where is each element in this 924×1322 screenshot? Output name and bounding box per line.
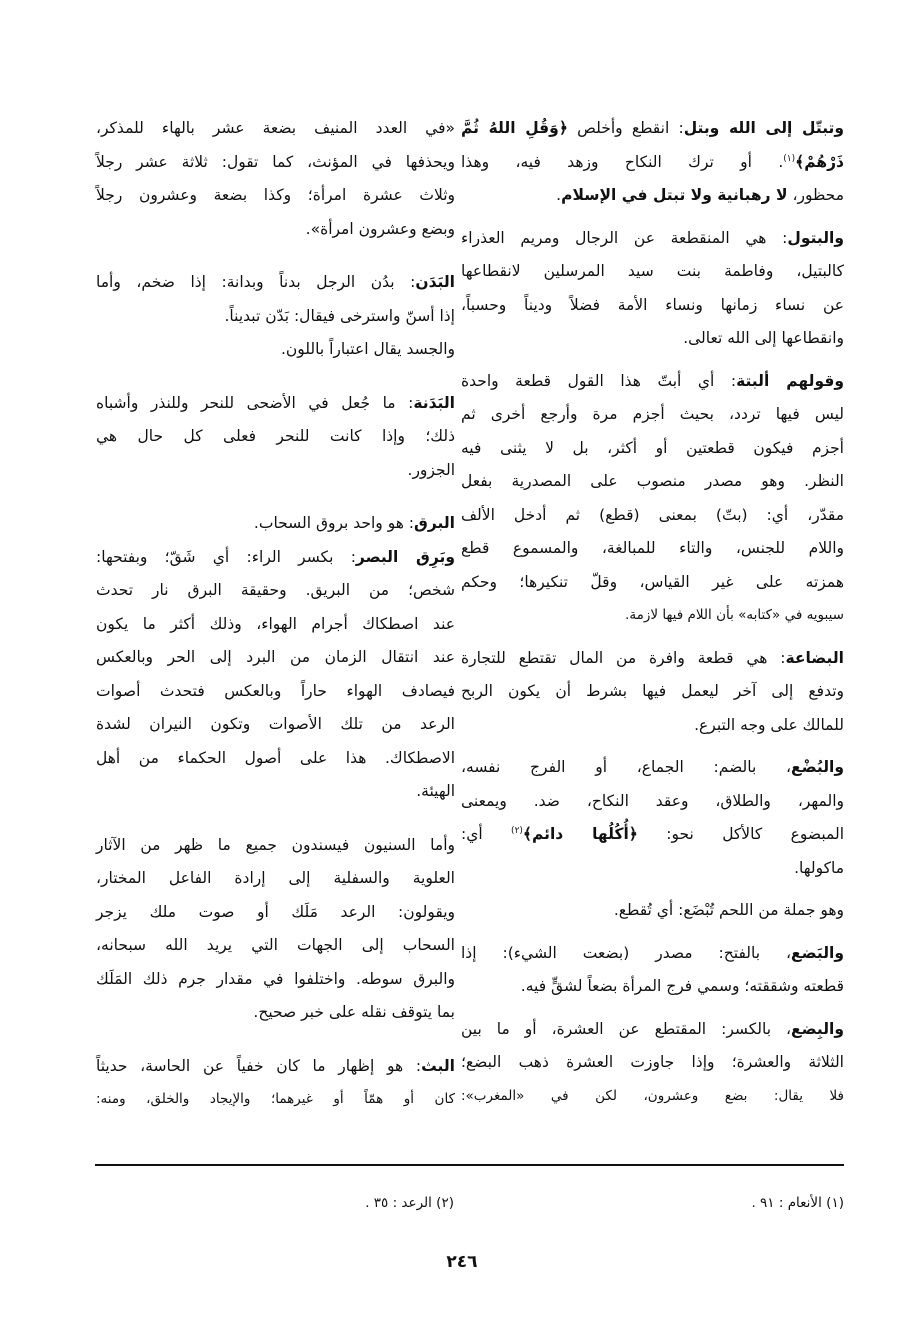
footnote-separator [95,1164,844,1166]
text-run: ليس فيها تردد، بحيث أجزم مرة وأرجع أخرى ثم [461,405,844,423]
text-run: المبضوع كالأكل نحو: [637,825,844,843]
text-run: ويحذفها في المؤنث، كما تقول: ثلاثة عشر رجلاً [96,152,455,171]
text-run: قطعته وشققته؛ وسمي فرج المرأة بضعاً لشقٍّ فيه. [520,977,844,995]
bold-term: البرق [414,514,455,532]
text-line [96,541,455,575]
text-run: محظور، [787,186,844,204]
text-run: فيصادف الهواء حاراً وبالعكس فتحدث أصوات [96,681,455,700]
text-column-left [96,112,455,1117]
text-line [96,213,455,247]
text-line [96,266,455,300]
bold-term: وقولهم ألبتة [736,371,844,390]
bold-term: ﴿أُكُلُها دائم﴾ [522,825,638,843]
text-run: واللام للجنس، والتاء للمبالغة، والمسموع قطع [461,539,844,557]
text-line [461,709,844,743]
text-run: وهو جملة من اللحم تُبْضَع: أي تُقطع. [613,901,844,919]
text-run: الجزور. [407,460,455,479]
text-line [96,963,455,997]
text-run: : أي أبتّ هذا القول قطعة واحدة [461,371,737,390]
text-run: شخص؛ من البريق. وحقيقة البرق نار تحدث [96,581,455,599]
paragraph [461,112,844,213]
text-run: ، بالضم: الجماع، أو الفرج نفسه، [461,758,792,776]
text-run: : هو واحد بروق السحاب. [253,514,415,532]
text-run: أي: [461,825,512,843]
text-run: وثلاث عشرة امرأة؛ وكذا بضعة وعشرون رجلاً [96,186,455,204]
text-line [96,829,455,863]
text-line [96,608,455,642]
text-line [461,937,844,971]
text-line [96,146,455,180]
text-line [461,894,844,928]
text-run: . [556,186,562,204]
text-run: وتدفع إلى آخر ليعمل فيها بشرط أن يكون الربح [461,682,844,700]
paragraph [96,1050,455,1117]
text-run: وبضع وعشرون امرأة». [305,219,455,238]
text-run: كالبتيل، وفاطمة بنت سيد المرسلين لانقطاعها [461,262,844,280]
text-line [96,742,455,776]
bold-term: والبُضْع [791,758,844,776]
text-run: الثلاثة والعشرة؛ وإذا جاوزت العشرة ذهب البضع؛ [461,1053,844,1071]
paragraph [96,112,455,246]
text-line [96,420,455,454]
bold-term: والبِضع [791,1019,844,1038]
text-line [96,387,455,421]
text-line [461,599,844,633]
paragraph [461,222,844,356]
text-run: النظر. وهو مصدر منصوب على المصدرية بفعل [461,472,844,490]
text-line [96,574,455,608]
text-line [96,675,455,709]
text-run: فلا يقال: بضع وعشرون، لكن في «المغرب»: [461,1087,844,1104]
text-run: بما يتوقف نقله على خبر صحيح. [253,1003,455,1021]
text-line [461,365,844,399]
text-run: : ما جُعل في الأضحى للنحر وللنذر وأشباه [96,393,414,412]
paragraph [96,266,455,367]
text-run: كان أو همّاً أو غيرهما؛ والإيجاد والخلق، ومنه: [96,1091,455,1107]
text-run: أجزم فيكون قطعتين أو أكثر، بل لا يثنى فيه [461,438,844,457]
text-run: ماكولها. [794,858,844,877]
text-run: : انقطع وأخلص [567,119,684,137]
paragraph [461,894,844,928]
text-line [461,1013,844,1047]
footnote-1: (١) الأنعام : ٩١ . [751,1195,844,1211]
text-line [96,112,455,146]
text-line [96,1050,455,1084]
text-line [96,507,455,541]
text-line [96,862,455,896]
bold-term: ﴿وَقُلِ اللهُ ثُمَّ [461,119,568,137]
text-line [96,1083,455,1117]
text-line [461,146,844,180]
paragraph [461,751,844,885]
bold-term: والبتول [787,228,844,247]
text-line [461,818,844,852]
text-line [461,499,844,533]
text-line [96,996,455,1030]
text-line [96,929,455,963]
text-line [461,255,844,289]
paragraph [96,387,455,488]
bold-term: لا رهبانية ولا تبتل في الإسلام [561,186,788,204]
text-run: والجسد يقال اعتباراً باللون. [280,340,455,358]
text-line [461,675,844,709]
footnote-2: (٢) الرعد : ٣٥ . [365,1195,454,1211]
text-line [461,852,844,886]
paragraph [461,937,844,1004]
text-line [96,300,455,334]
text-line [461,642,844,676]
text-run: ويقولون: الرعد مَلَك أو صوت ملك يزجر [96,902,455,921]
text-run: «في العدد المنيف بضعة عشر بالهاء للمذكر، [96,119,455,137]
text-run: الرعد من تلك الأصوات وتكون النيران لشدة [96,715,455,733]
text-line [461,112,844,146]
paragraph [461,365,844,633]
footnote-marker: (٢) [511,825,523,836]
text-run: . أو ترك النكاح وزهد فيه، وهذا [461,152,784,171]
text-line [461,289,844,323]
text-run: : بدُن الرجل بدناً وبدانة: إذا ضخم، وأما [96,273,416,291]
text-line [96,896,455,930]
text-line [461,751,844,785]
text-run: الهيئة. [416,782,455,800]
text-line [461,322,844,356]
text-run: عند اصطكاك أجرام الهواء، وذلك أكثر ما يكون [96,614,455,633]
text-line [461,1080,844,1114]
text-line [96,641,455,675]
page-number: ٢٤٦ [446,1252,478,1272]
text-run: : هو إظهار ما كان خفياً عن الحاسة، حديثاً [96,1056,422,1075]
text-run: وأما السنيون فيسندون جميع ما ظهر من الآثار [96,835,455,854]
text-run: : هي المنقطعة عن الرجال ومريم العذراء [461,228,788,247]
text-line [96,179,455,213]
bold-term: والبَضع [791,943,844,962]
bold-term: ذَرْهُمْ﴾ [795,152,844,171]
text-run: همزته على غير القياس، وقلّ تنكيرها؛ وحكم [461,572,844,591]
text-run: عند انتقال الزمان من البرد إلى الحر وبالعكس [96,648,455,666]
text-run: للمالك على وجه التبرع. [694,715,844,734]
text-run: عن نساء زمانها ونساء الأمة فضلاً وديناً وحسباً، [461,295,844,314]
text-run: والبرق سوطه. واختلفوا في مقدار جرم ذلك المَلَك [96,969,455,988]
text-line [461,179,844,213]
footnote-marker: (١) [783,153,796,164]
paragraph [96,829,455,1030]
text-line [461,532,844,566]
text-run: سيبويه في «كتابه» بأن اللام فيها لازمة. [625,607,844,623]
bold-term: وتبتّل إلى الله وبتل [683,119,844,137]
text-line [96,333,455,367]
text-run: الاصطكاك. هذا على أصول الحكماء من أهل [96,748,455,767]
text-run: والمهر، والطلاق، وعقد النكاح، ضد. ويمعنى [461,791,844,810]
text-run: السحاب إلى الجهات التي يريد الله سبحانه، [96,936,455,954]
bold-term: البَدَنة [413,393,455,412]
text-run: مقدّر، أي: (بتّ) بمعنى (قطع) ثم أدخل الألف [461,505,844,524]
bold-term: البضاعة [785,648,844,667]
text-line [461,432,844,466]
text-line [461,566,844,600]
text-run: : بكسر الراء: أي شَقّ؛ وبفتحها: [96,547,356,566]
paragraph [461,1013,844,1114]
bold-term: البَدَن [415,273,455,291]
text-line [461,222,844,256]
text-run: ذلك؛ وإذا كانت للنحر فعلى كل حال هي [96,427,455,445]
text-line [461,465,844,499]
text-line [96,454,455,488]
paragraph [461,642,844,743]
text-line [461,785,844,819]
bold-term: البث [421,1056,455,1075]
paragraph [96,507,455,809]
text-column-right [461,112,844,1113]
text-line [96,775,455,809]
text-run: ، بالكسر: المقتطع عن العشرة، أو ما بين [461,1019,792,1038]
text-run: إذا أسنّ واسترخى فيقال: بَدّن تبديناً. [224,306,455,325]
text-line [461,1046,844,1080]
text-run: ، بالفتح: مصدر (بضعت الشيء): إذا [461,943,792,962]
bold-term: وبَرِق البصر [355,547,455,566]
text-line [96,708,455,742]
text-line [461,398,844,432]
text-run: وانقطاعها إلى الله تعالى. [683,329,844,347]
text-line [461,970,844,1004]
text-run: : هي قطعة وافرة من المال تقتطع للتجارة [461,648,786,667]
text-run: العلوية والسفلية إلى إرادة الفاعل المختار، [96,869,455,887]
